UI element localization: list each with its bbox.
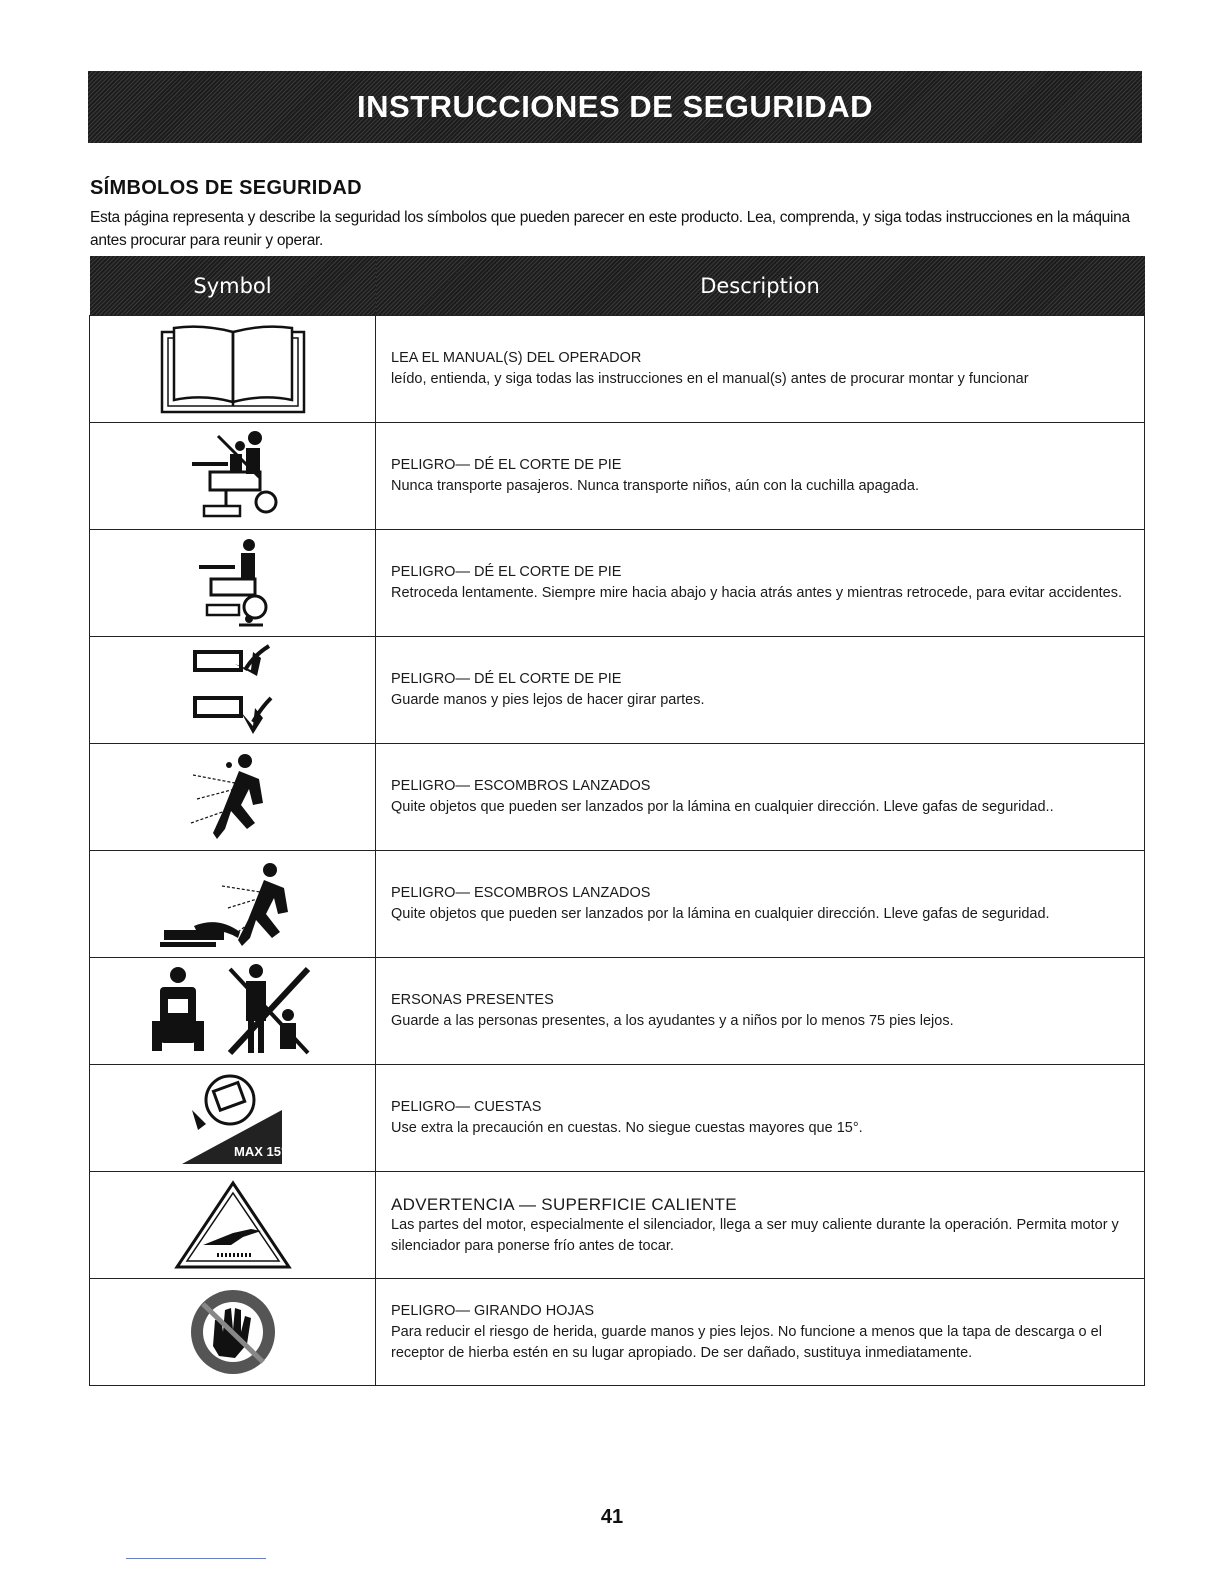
table-row: [90, 316, 1145, 423]
footer-rule: [126, 1558, 266, 1559]
description-title: ERSONAS PRESENTES: [391, 992, 554, 1008]
symbol-cell: [90, 851, 376, 958]
banner-title: INSTRUCCIONES DE SEGURIDAD: [357, 89, 873, 124]
table-header-row: [90, 256, 1145, 316]
title-banner: [88, 71, 1142, 143]
safety-symbols-table: [89, 256, 1145, 1386]
description-text: Para reducir el riesgo de herida, guarde manos y pies lejos. No funcione a menos que la tapa de descarga o el receptor de hierba estén en su lugar apropiado. De ser dañado, sustituya inmediatamente.: [391, 1323, 1102, 1361]
symbol-cell: [90, 1065, 376, 1172]
table-row: [90, 851, 1145, 958]
description-title: PELIGRO— DÉ EL CORTE DE PIE: [391, 671, 622, 687]
description-cell: [376, 637, 1145, 744]
rotating-blades-hand-icon: [185, 1284, 281, 1380]
description-cell: [376, 423, 1145, 530]
description-cell: [376, 1065, 1145, 1172]
table-row: [90, 744, 1145, 851]
thrown-objects-mower-icon: [158, 856, 308, 952]
bystanders-icon: [148, 963, 318, 1059]
symbol-cell: [90, 958, 376, 1065]
description-title: LEA EL MANUAL(S) DEL OPERADOR: [391, 350, 642, 366]
table-row: [90, 958, 1145, 1065]
symbol-cell: [90, 637, 376, 744]
description-text: Quite objetos que pueden ser lanzados por la lámina en cualquier dirección. Lleve gafas de seguridad.: [391, 906, 1050, 922]
intro-paragraph: Esta página representa y describe la seguridad los símbolos que pueden parecer en este producto. Lea, comprenda, y siga todas instrucciones en la máquina antes procurar para reunir y operar.: [90, 209, 1130, 249]
table-row: [90, 530, 1145, 637]
symbol-cell: [90, 744, 376, 851]
description-text: Use extra la precaución en cuestas. No siegue cuestas mayores que 15°.: [391, 1120, 863, 1136]
description-title: PELIGRO— CUESTAS: [391, 1099, 542, 1115]
slope-max-label: MAX 15°: [233, 1144, 286, 1159]
description-text: Quite objetos que pueden ser lanzados por la lámina en cualquier dirección. Lleve gafas de seguridad..: [391, 799, 1054, 815]
description-cell: [376, 530, 1145, 637]
description-cell: [376, 958, 1145, 1065]
description-text: Guarde a las personas presentes, a los ayudantes y a niños por lo menos 75 pies lejos.: [391, 1013, 954, 1029]
symbol-column-header: Symbol: [90, 256, 376, 316]
table-row: [90, 1172, 1145, 1279]
hot-surface-warning-icon: [173, 1179, 293, 1271]
description-column-header: Description: [376, 256, 1145, 316]
symbol-cell: [90, 1279, 376, 1386]
description-cell: [376, 851, 1145, 958]
description-cell: [376, 744, 1145, 851]
table-row: [90, 1279, 1145, 1386]
reverse-child-warning-icon: [193, 535, 273, 631]
no-passengers-icon: [188, 428, 278, 524]
description-text: Las partes del motor, especialmente el silenciador, llega a ser muy caliente durante la operación. Permita motor y silenciador para ponerse frío antes de tocar.: [391, 1216, 1119, 1254]
description-cell: [376, 1172, 1145, 1279]
symbol-cell: [90, 530, 376, 637]
description-title: PELIGRO— DÉ EL CORTE DE PIE: [391, 457, 622, 473]
description-title: PELIGRO— DÉ EL CORTE DE PIE: [391, 564, 622, 580]
page-number: 41: [600, 1506, 624, 1528]
section-title: SÍMBOLOS DE SEGURIDAD: [90, 177, 362, 199]
operator-manual-book-icon: [158, 322, 308, 416]
description-text: Retroceda lentamente. Siempre mire hacia abajo y hacia atrás antes y mientras retrocede, para evitar accidentes.: [391, 585, 1123, 601]
symbol-cell: [90, 423, 376, 530]
table-row: [90, 423, 1145, 530]
description-text: leído, entienda, y siga todas las instrucciones en el manual(s) antes de procurar montar y funcionar: [391, 371, 1029, 387]
symbol-cell: [90, 316, 376, 423]
hand-foot-cutting-icon: [191, 642, 275, 738]
description-text: Nunca transporte pasajeros. Nunca transporte niños, aún con la cuchilla apagada.: [391, 478, 919, 494]
thrown-objects-icon: [183, 749, 283, 845]
table-row: [90, 1065, 1145, 1172]
slope-rollover-icon: [178, 1070, 288, 1166]
table-row: [90, 637, 1145, 744]
description-title: ADVERTENCIA — SUPERFICIE CALIENTE: [391, 1194, 737, 1214]
symbol-cell: [90, 1172, 376, 1279]
description-cell: [376, 316, 1145, 423]
description-title: PELIGRO— ESCOMBROS LANZADOS: [391, 778, 651, 794]
description-title: PELIGRO— GIRANDO HOJAS: [391, 1302, 595, 1319]
description-title: PELIGRO— ESCOMBROS LANZADOS: [391, 885, 651, 901]
description-cell: [376, 1279, 1145, 1386]
description-text: Guarde manos y pies lejos de hacer girar partes.: [391, 692, 705, 708]
